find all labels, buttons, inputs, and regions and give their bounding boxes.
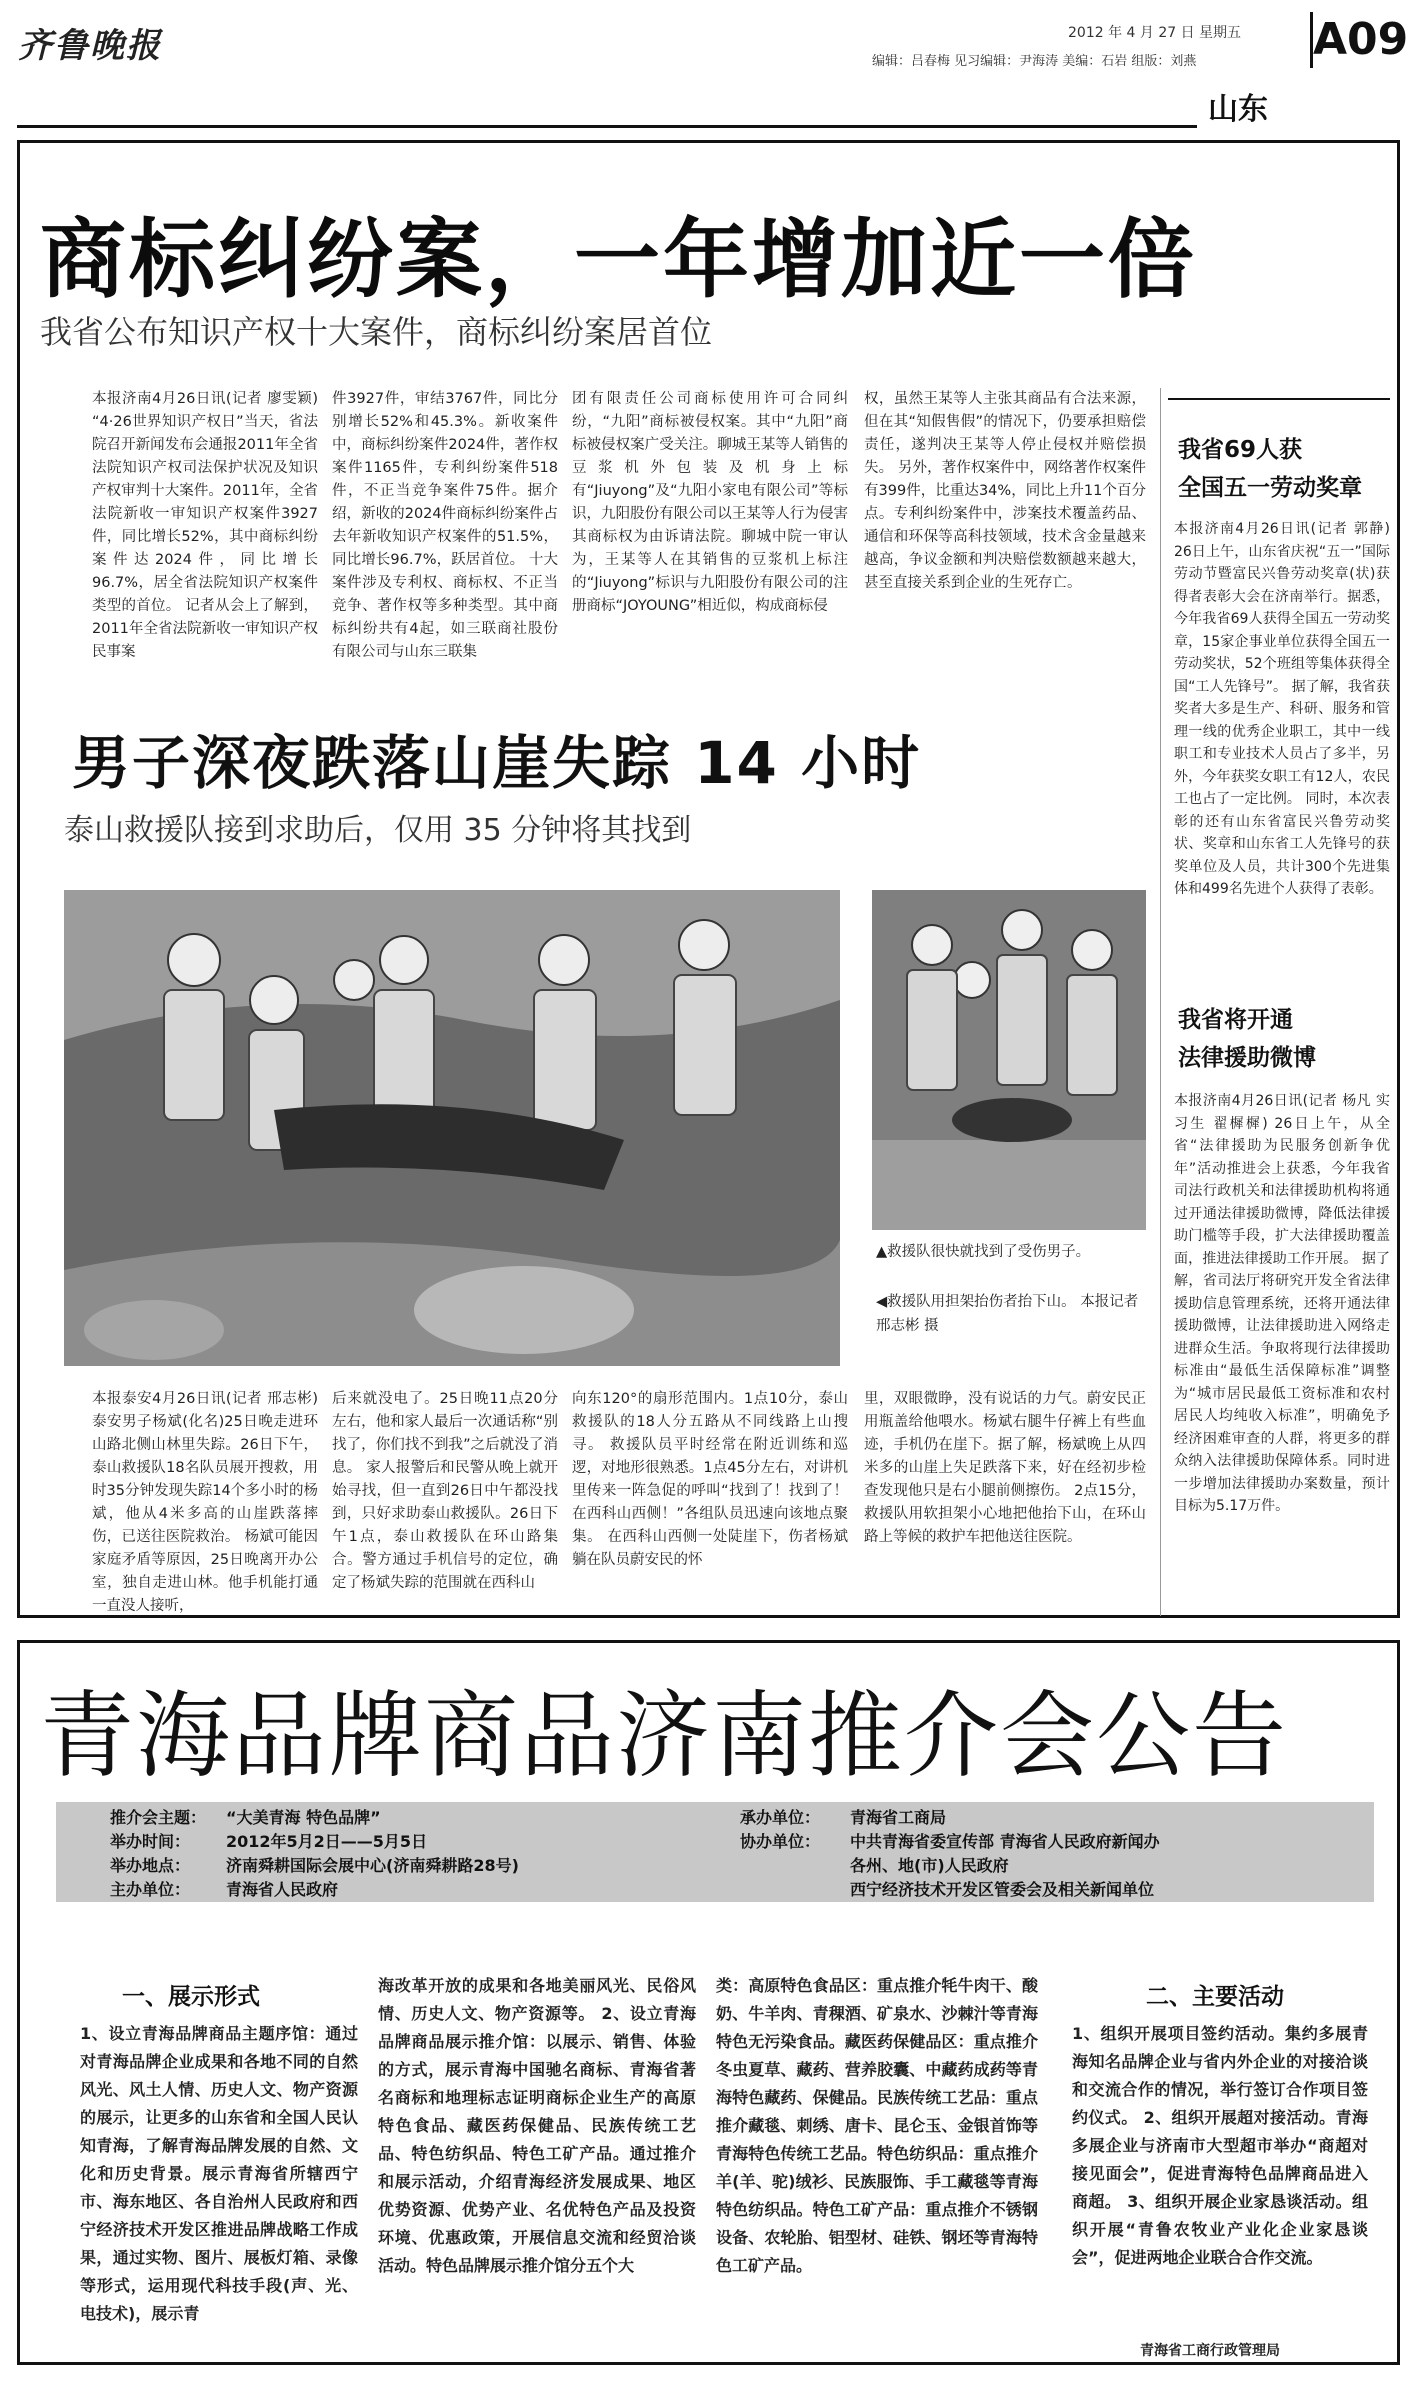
masthead-rule xyxy=(17,125,1197,128)
ad-venue-value: 济南舜耕国际会展中心(济南舜耕路28号) xyxy=(226,1856,519,1875)
ad-co-value-1: 中共青海省委宣传部 青海省人民政府新闻办 xyxy=(850,1832,1160,1851)
sidebar-story2-headline-2: 法律援助微博 xyxy=(1178,1045,1316,1071)
ad-time-value: 2012年5月2日——5月5日 xyxy=(226,1832,428,1851)
story1-headline: 商标纠纷案，一年增加近一倍 xyxy=(40,210,1197,310)
ad-section2-title: 二、主要活动 xyxy=(1146,1984,1284,2010)
story2-col3: 向东120°的扇形范围内。1点10分，泰山救援队的18人分五路从不同线路上山搜寻。 救援队员平时经常在附近训练和巡逻，对地形很熟悉。1点45分左右，对讲机里传来一阵急促的呼叫“找到了！找到了！在西科山西侧！”各组队员迅速向该地点聚集。 在西科山西侧一处陡崖下，伤者杨斌躺在队员蔚安民的怀 xyxy=(572,1391,848,1568)
ad-venue-label: 举办地点： xyxy=(110,1856,191,1875)
sidebar-story1-headline-2: 全国五一劳动奖章 xyxy=(1178,475,1362,501)
ad-section1-col2: 海改革开放的成果和各地美丽风光、民俗风情、历史人文、物产资源等。 2、设立青海品牌商品展示推介馆：以展示、销售、体验的方式，展示青海中国驰名商标、青海省著名商标和地理标志证明商标企业生产的高原特色食品、藏医药保健品、民族传统工艺品、特色纺织品、特色工矿产品。通过推介和展示活动，介绍青海经济发展成果、地区优势资源、优势产业、名优特色产品及投资环境、优惠政策，开展信息交流和经贸洽谈活动。特色品牌展示推介馆分五个大 xyxy=(378,1976,696,2275)
rescue-photo-large xyxy=(64,890,840,1366)
page-number: A09 xyxy=(1310,12,1406,68)
sidebar-story1-headline-1: 我省69人获 xyxy=(1178,437,1303,463)
ad-organizer-value: 青海省工商局 xyxy=(850,1808,947,1827)
newspaper-logo: 齐鲁晚报 xyxy=(18,26,162,66)
photo-caption-a: ▲救援队很快就找到了受伤男子。 xyxy=(876,1244,1091,1260)
ad-title: 青海品牌商品济南推介会公告 xyxy=(40,1682,1289,1791)
story2-subhead: 泰山救援队接到求助后，仅用 35 分钟将其找到 xyxy=(64,813,692,848)
ad-footer: 青海省工商行政管理局 xyxy=(1140,2343,1280,2359)
story1-col3: 团有限责任公司商标使用许可合同纠纷，“九阳”商标被侵权案。其中“九阳”商标被侵权案广受关注。聊城王某等人销售的豆浆机外包装及机身上标有“Jiuyong”及“九阳小家电有限公司”等标识，九阳股份有限公司以王某等人行为侵害其商标权为由诉请法院。聊城中院一审认为，王某等人在其销售的豆浆机上标注的“Jiuyong”标识与九阳股份有限公司的注册商标“JOYOUNG”相近似，构成商标侵 xyxy=(572,391,848,614)
section-label: 山东 xyxy=(1208,92,1268,127)
sidebar-story1-body: 本报济南4月26日讯(记者 郭静) 26日上午，山东省庆祝“五一”国际劳动节暨富民兴鲁劳动奖章(状)获得者表彰大会在济南举行。据悉，今年我省69人获得全国五一劳动奖章，15家企事业单位获得全国五一劳动奖状，52个班组等集体获得全国“工人先锋号”。 据了解，我省获奖者大多是生产、科研、服务和管理一线的优秀企业职工，其中一线职工和专业技术人员占了多半，另外，今年获奖女职工有12人，农民工也占了一定比例。 同时，本次表彰的还有山东省富民兴鲁劳动奖状、奖章和山东省工人先锋号的获奖单位及人员，共计300个先进集体和499名先进个人获得了表彰。 xyxy=(1174,521,1390,897)
ad-theme-value: “大美青海 特色品牌” xyxy=(226,1808,381,1827)
ad-host-value: 青海省人民政府 xyxy=(226,1880,339,1899)
story1-subhead: 我省公布知识产权十大案件，商标纠纷案居首位 xyxy=(40,313,713,351)
ad-co-value-2: 各州、地(市)人民政府 xyxy=(850,1856,1009,1875)
story2-headline: 男子深夜跌落山崖失踪 14 小时 xyxy=(72,729,922,797)
rescue-photo-large-illustration xyxy=(64,890,840,1366)
rescue-photo-small-illustration xyxy=(872,890,1146,1230)
dateline: 2012 年 4 月 27 日 星期五 xyxy=(1068,25,1242,41)
story1-col1: 本报济南4月26日讯(记者 廖雯颖) “4·26世界知识产权日”当天，省法院召开新闻发布会通报2011年全省法院知识产权司法保护状况及知识产权审判十大案件。2011年，全省法院新收一审知识产权案件3927件，同比增长52%，其中商标纠纷案件达2024件，同比增长96.7%，居全省法院知识产权案件类型的首位。 记者从会上了解到，2011年全省法院新收一审知识产权民事案 xyxy=(92,391,318,660)
story2-col1: 本报泰安4月26日讯(记者 邢志彬) 泰安男子杨斌(化名)25日晚走进环山路北侧山林里失踪。26日下午，泰山救援队18名队员展开搜救，用时35分钟发现失踪14个多小时的杨斌，他从4米多高的山崖跌落摔伤，已送往医院救治。 杨斌可能因家庭矛盾等原因，25日晚离开办公室，独自走进山林。他手机能打通一直没人接听， xyxy=(92,1391,318,1614)
editors-line: 编辑：吕春梅 见习编辑：尹海涛 美编：石岩 组版：刘燕 xyxy=(872,54,1197,69)
story2-col4: 里，双眼微睁，没有说话的力气。蔚安民正用瓶盖给他喂水。杨斌右腿牛仔裤上有些血迹，手机仍在崖下。据了解，杨斌晚上从四米多的山崖上失足跌落下来，好在经初步检查发现他只是右小腿前侧擦伤。 2点15分，救援队用软担架小心地把他抬下山，在环山路上等候的救护车把他送往医院。 xyxy=(864,1391,1146,1545)
story1-col2: 件3927件，审结3767件，同比分别增长52%和45.3%。新收案件中，商标纠纷案件2024件，著作权案件1165件，专利纠纷案件518件，不正当竞争案件75件。据介绍，新收的2024件商标纠纷案件占去年新收知识产权案件的51.5%，同比增长96.7%，跃居首位。 十大案件涉及专利权、商标权、不正当竞争、著作权等多种类型。其中商标纠纷共有4起，如三联商社股份有限公司与山东三联集 xyxy=(332,391,558,660)
ad-section1-title: 一、展示形式 xyxy=(122,1984,260,2010)
ad-time-label: 举办时间： xyxy=(110,1832,191,1851)
sidebar-story2-headline-1: 我省将开通 xyxy=(1178,1007,1293,1033)
ad-section1-col3: 类：高原特色食品区：重点推介牦牛肉干、酸奶、牛羊肉、青稞酒、矿泉水、沙棘汁等青海特色无污染食品。藏医药保健品区：重点推介冬虫夏草、藏药、营养胶囊、中藏药成药等青海特色藏药、保健品。民族传统工艺品：重点推介藏毯、刺绣、唐卡、昆仑玉、金银首饰等青海特色传统工艺品。特色纺织品：重点推介羊(羊、驼)绒衫、民族服饰、手工藏毯等青海特色纺织品。特色工矿产品：重点推介不锈钢设备、农轮胎、铝型材、硅铁、钢坯等青海特色工矿产品。 xyxy=(716,1976,1038,2275)
ad-section1-col1: 1、设立青海品牌商品主题序馆：通过对青海品牌企业成果和各地不同的自然风光、风土人情、历史人文、物产资源的展示，让更多的山东省和全国人民认知青海，了解青海品牌发展的自然、文化和历史背景。展示青海省所辖西宁市、海东地区、各自治州人民政府和西宁经济技术开发区推进品牌战略工作成果，通过实物、图片、展板灯箱、录像等形式，运用现代科技手段(声、光、电技术)，展示青 xyxy=(80,2024,358,2323)
sidebar-story2-body: 本报济南4月26日讯(记者 杨凡 实习生 翟樨樨) 26日上午，从全省“法律援助为民服务创新争优年”活动推进会上获悉，今年我省司法行政机关和法律援助机构将通过开通法律援助微博，降低法律援助门槛等手段，扩大法律援助覆盖面，推进法律援助工作开展。 据了解，省司法厅将研究开发全省法律援助信息管理系统，还将开通法律援助微博，让法律援助进入网络走进群众生活。争取将现行法律援助标准由“最低生活保障标准”调整为“城市居民最低工资标准和农村居民人均纯收入标准”，明确免予经济困难审查的人群，将更多的群众纳入法律援助保障体系。同时进一步增加法律援助办案数量，预计目标为5.17万件。 xyxy=(1174,1093,1390,1514)
ad-host-label: 主办单位： xyxy=(110,1880,191,1899)
story1-col4: 权，虽然王某等人主张其商品有合法来源，但在其“知假售假”的情况下，仍要承担赔偿责任，遂判决王某等人停止侵权并赔偿损失。 另外，著作权案件中，网络著作权案件有399件，比重达34%，同比上升11个百分点。专利纠纷案件中，涉案技术覆盖药品、通信和环保等高科技领域，技术含金量越来越高，争议金额和判决赔偿数额越来越大，甚至直接关系到企业的生死存亡。 xyxy=(864,391,1146,591)
photo-caption-b: ◀救援队用担架抬伤者抬下山。 本报记者 邢志彬 摄 xyxy=(876,1294,1139,1334)
ad-organizer-label: 承办单位： xyxy=(740,1808,821,1827)
story2-col2: 后来就没电了。25日晚11点20分左右，他和家人最后一次通话称“别找了，你们找不到我”之后就没了消息。 家人报警后和民警从晚上就开始寻找，但一直到26日中午都没找到，只好求助泰山救援队。26日下午1点，泰山救援队在环山路集合。警方通过手机信号的定位，确定了杨斌失踪的范围就在西科山 xyxy=(332,1391,558,1591)
ad-theme-label: 推介会主题： xyxy=(110,1808,207,1827)
rescue-photo-small xyxy=(872,890,1146,1230)
ad-section2-body: 1、组织开展项目签约活动。集约多展青海知名品牌企业与省内外企业的对接洽谈和交流合作的情况，举行签订合作项目签约仪式。 2、组织开展超对接活动。青海多展企业与济南市大型超市举办“商超对接见面会”，促进青海特色品牌商品进入商超。 3、组织开展企业家恳谈活动。组织开展“青鲁农牧业产业化企业家恳谈会”，促进两地企业联合合作交流。 xyxy=(1072,2024,1368,2267)
ad-co-value-3: 西宁经济技术开发区管委会及相关新闻单位 xyxy=(850,1880,1155,1899)
ad-co-label: 协办单位： xyxy=(740,1832,821,1851)
sidebar-rule-top xyxy=(1168,398,1390,400)
